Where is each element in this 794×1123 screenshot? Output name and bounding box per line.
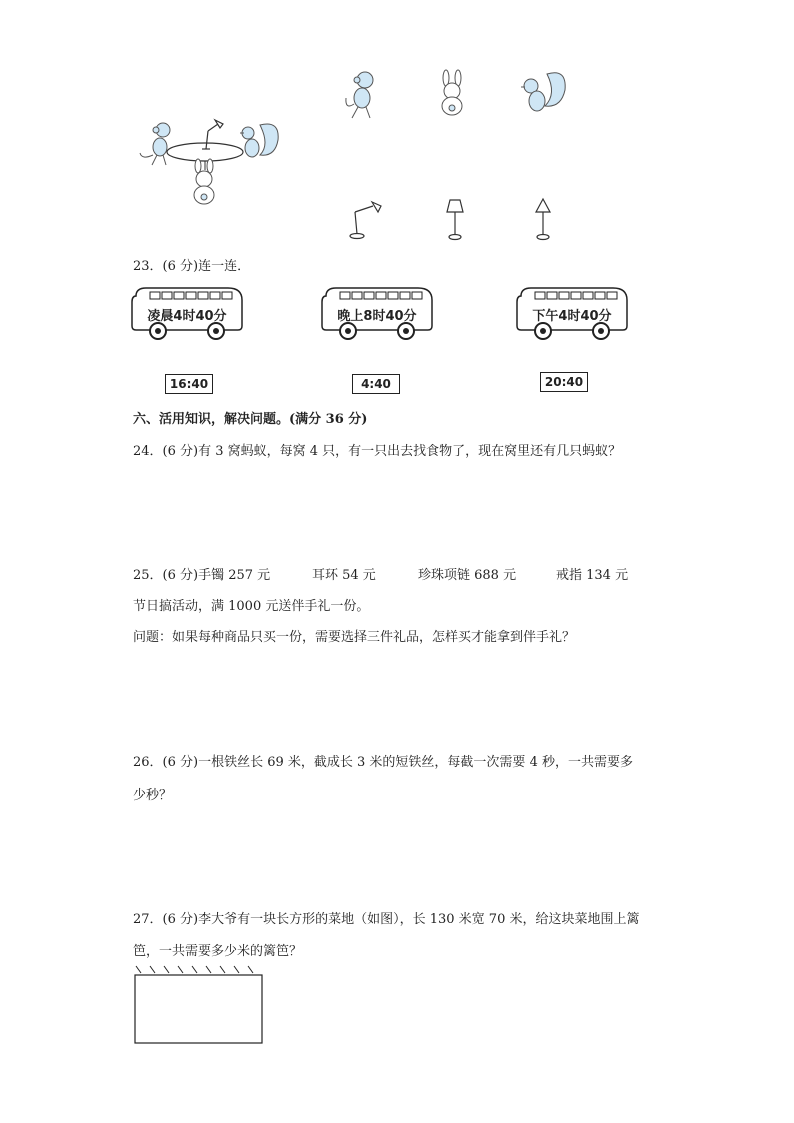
round-table bbox=[167, 143, 243, 161]
squirrel-icon bbox=[521, 73, 565, 111]
rabbit-icon bbox=[442, 70, 462, 115]
bus-time-label: 下午4时40分 bbox=[532, 309, 612, 324]
lamp-back-view bbox=[528, 196, 558, 244]
lamp-icon bbox=[536, 199, 550, 240]
squirrel-side-view bbox=[515, 66, 570, 121]
squirrel-icon bbox=[240, 124, 278, 157]
time-box-1[interactable]: 16:40 bbox=[165, 374, 213, 394]
question-27-line-2: 笆，一共需要多少米的篱笆？ bbox=[133, 944, 303, 959]
bus-2[interactable] bbox=[320, 286, 438, 344]
question-26-line-1: 26．(6 分)一根铁丝长 69 米，截成长 3 米的短铁丝，每截一次需要 4 秒，一共需要多 bbox=[133, 755, 633, 770]
time-box-3[interactable]: 20:40 bbox=[540, 372, 588, 392]
monkey-side-view bbox=[340, 68, 385, 123]
question-23-label: 23．(6 分)连一连． bbox=[133, 259, 251, 274]
vegetable-plot-figure bbox=[130, 962, 270, 1048]
question-25-item-ring: 戒指 134 元 bbox=[556, 568, 629, 583]
bus-3[interactable] bbox=[515, 286, 633, 344]
table-scene-illustration bbox=[130, 115, 285, 210]
lamp-front-view bbox=[440, 196, 470, 244]
monkey-icon bbox=[346, 72, 373, 118]
bus-1[interactable] bbox=[130, 286, 248, 344]
bus-time-label: 凌晨4时40分 bbox=[147, 309, 227, 324]
monkey-icon bbox=[140, 123, 170, 165]
bus-time-label: 晚上8时40分 bbox=[337, 309, 417, 324]
question-24: 24．(6 分)有 3 窝蚂蚁，每窝 4 只，有一只出去找食物了，现在窝里还有几只蚂蚁？ bbox=[133, 444, 622, 459]
section-6-heading: 六、活用知识，解决问题。(满分 36 分) bbox=[133, 412, 368, 427]
rectangle-plot bbox=[135, 975, 262, 1043]
time-box-2[interactable]: 4:40 bbox=[352, 374, 400, 394]
lamp-icon bbox=[447, 200, 463, 240]
question-25-item-earrings: 耳环 54 元 bbox=[312, 568, 376, 583]
lamp-icon bbox=[350, 202, 381, 239]
rabbit-back-view bbox=[432, 68, 472, 118]
fence-hatching bbox=[136, 966, 253, 973]
lamp-side-view bbox=[345, 198, 390, 243]
question-25-item-bracelet: 25．(6 分)手镯 257 元 bbox=[133, 568, 271, 583]
question-25-item-necklace: 珍珠项链 688 元 bbox=[418, 568, 517, 583]
question-25-line-3: 问题：如果每种商品只买一份，需要选择三件礼品，怎样买才能拿到伴手礼？ bbox=[133, 630, 576, 645]
question-27-line-1: 27．(6 分)李大爷有一块长方形的菜地（如图），长 130 米宽 70 米，给这块菜地围上篱 bbox=[133, 912, 640, 927]
question-26-line-2: 少秒？ bbox=[133, 788, 173, 803]
question-25-line-2: 节日搞活动，满 1000 元送伴手礼一份。 bbox=[133, 599, 370, 614]
rabbit-icon bbox=[194, 159, 214, 204]
